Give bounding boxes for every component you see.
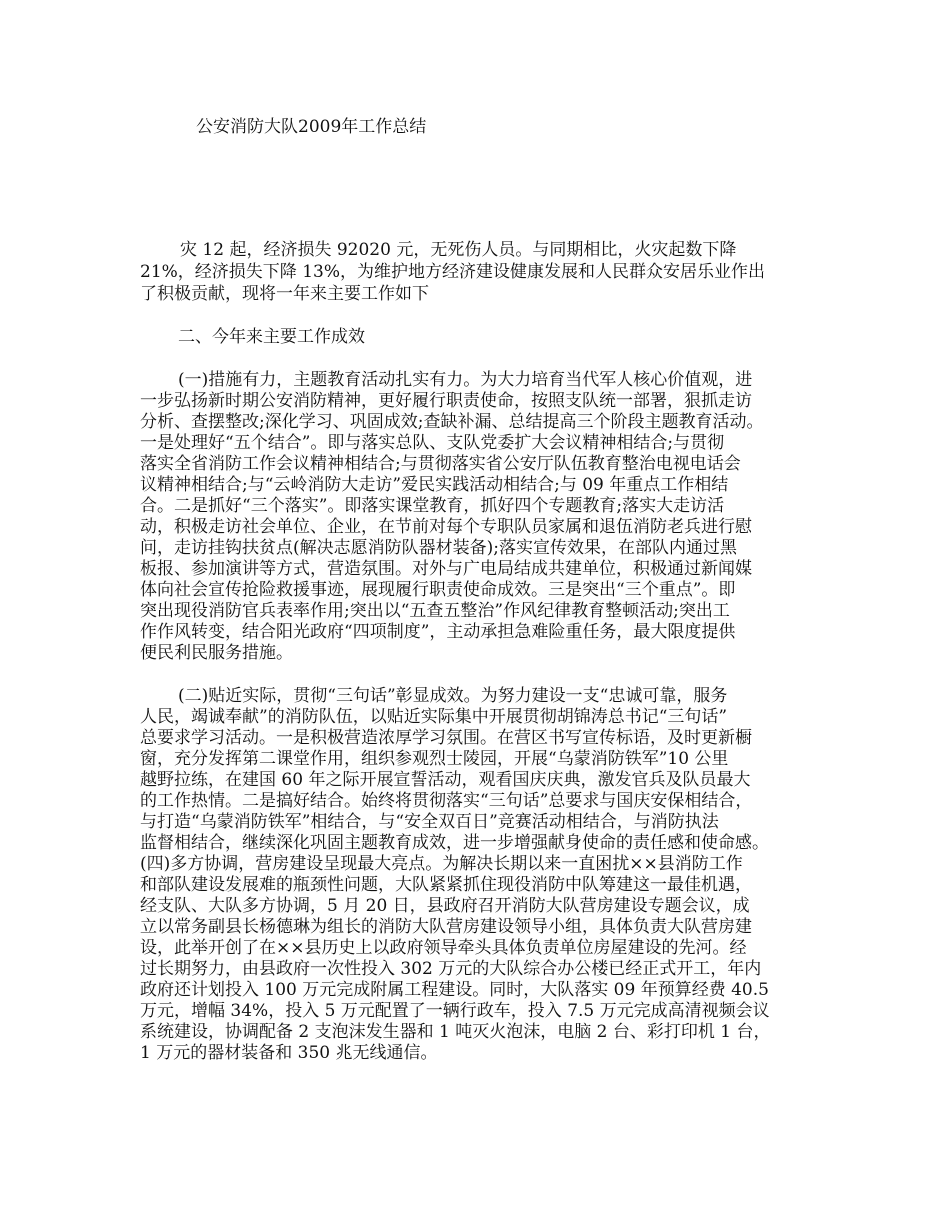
paragraph-3-line: 窗，充分发挥第二课堂作用，组织参观烈士陵园，开展“乌蒙消防铁军”10 公里 [140,749,729,769]
paragraph-3-line: 监督相结合，继续深化巩固主题教育成效，进一步增强献身使命的责任感和使命感。 [140,833,769,853]
paragraph-2-line: 问，走访挂钩扶贫点(解决志愿消防队器材装备);落实宣传效果，在部队内通过黑 [140,538,737,558]
paragraph-1-line: 21%，经济损失下降 13%，为维护地方经济建设健康发展和人民群众安居乐业作出 [140,262,765,282]
paragraph-2-line: 分析、查摆整改;深化学习、巩固成效;查缺补漏、总结提高三个阶段主题教育活动。 [140,412,764,432]
paragraph-2-line: (一)措施有力，主题教育活动扎实有力。为大力培育当代军人核心价值观，进 [178,370,753,390]
document-title: 公安消防大队2009年工作总结 [196,117,427,137]
paragraph-2-line: 议精神相结合;与“云岭消防大走访”爱民实践活动相结合;与 09 年重点工作相结 [140,475,729,495]
paragraph-3-line: 越野拉练，在建国 60 年之际开展宣誓活动，观看国庆庆典，激发官兵及队员最大 [140,770,751,790]
paragraph-3-line: 政府还计划投入 100 万元完成附属工程建设。同时，大队落实 09 年预算经费 40.5 [140,980,769,1000]
paragraph-3-line: 设，此举开创了在××县历史上以政府领导牵头具体负责单位房屋建设的先河。经 [140,938,747,958]
paragraph-2-line: 动，积极走访社会单位、企业，在节前对每个专职队员家属和退伍消防老兵进行慰 [140,517,752,537]
paragraph-3-line: 过长期努力，由县政府一次性投入 302 万元的大队综合办公楼已经正式开工，年内 [140,959,762,979]
paragraph-3-line: 的工作热情。二是搞好结合。始终将贯彻落实“三句话”总要求与国庆安保相结合， [140,791,753,811]
paragraph-2-line: 作作风转变，结合阳光政府“四项制度”，主动承担急难险重任务，最大限度提供 [140,622,736,642]
paragraph-3-line: 1 万元的器材装备和 350 兆无线通信。 [140,1043,438,1063]
paragraph-3-line: (二)贴近实际，贯彻“三句话”彰显成效。为努力建设一支“忠诚可靠，服务 [178,686,728,706]
paragraph-2-line: 便民利民服务措施。 [140,643,293,663]
paragraph-2-line: 突出现役消防官兵表率作用;突出以“五查五整治”作风纪律教育整顿活动;突出工 [140,601,730,621]
paragraph-3-line: 与打造“乌蒙消防铁军”相结合，与“安全双百日”竞赛活动相结合，与消防执法 [140,812,719,832]
paragraph-3-line: 和部队建设发展难的瓶颈性问题，大队紧紧抓住现役消防中队筹建这一最佳机遇， [140,875,752,895]
paragraph-3-line: 总要求学习活动。一是积极营造浓厚学习氛围。在营区书写宣传标语，及时更新橱 [140,728,752,748]
paragraph-2-line: 板报、参加演讲等方式，营造氛围。对外与广电局结成共建单位，积极通过新闻媒 [140,559,752,579]
paragraph-1-line: 了积极贡献，现将一年来主要工作如下 [140,284,429,304]
paragraph-3-line: (四)多方协调，营房建设呈现最大亮点。为解决长期以来一直困扰××县消防工作 [140,854,743,874]
paragraph-1-line: 灾 12 起，经济损失 92020 元，无死伤人员。与同期相比，火灾起数下降 [180,240,737,260]
paragraph-3-line: 立以常务副县长杨德琳为组长的消防大队营房建设领导小组，具体负责大队营房建 [140,917,752,937]
paragraph-2-line: 落实全省消防工作会议精神相结合;与贯彻落实省公安厅队伍教育整治电视电话会 [140,454,741,474]
paragraph-2-line: 一步弘扬新时期公安消防精神，更好履行职责使命，按照支队统一部署，狠抓走访 [140,391,752,411]
paragraph-2-line: 合。二是抓好“三个落实”。即落实课堂教育，抓好四个专题教育;落实大走访活 [140,496,725,516]
paragraph-3-line: 万元，增幅 34%，投入 5 万元配置了一辆行政车，投入 7.5 万元完成高清视频会议 [140,1001,770,1021]
section-heading: 二、今年来主要工作成效 [178,327,365,347]
paragraph-3-line: 人民，竭诚奉献”的消防队伍，以贴近实际集中开展贯彻胡锦涛总书记“三句话” [140,707,728,727]
paragraph-2-line: 一是处理好“五个结合”。即与落实总队、支队党委扩大会议精神相结合;与贯彻 [140,433,725,453]
paragraph-3-line: 经支队、大队多方协调，5 月 20 日，县政府召开消防大队营房建设专题会议，成 [140,896,750,916]
paragraph-2-line: 体向社会宣传抢险救援事迹，展现履行职责使命成效。三是突出“三个重点”。即 [140,580,736,600]
paragraph-3-line: 系统建设，协调配备 2 支泡沫发生器和 1 吨灭火泡沫，电脑 2 台、彩打印机 1 台， [140,1022,771,1042]
